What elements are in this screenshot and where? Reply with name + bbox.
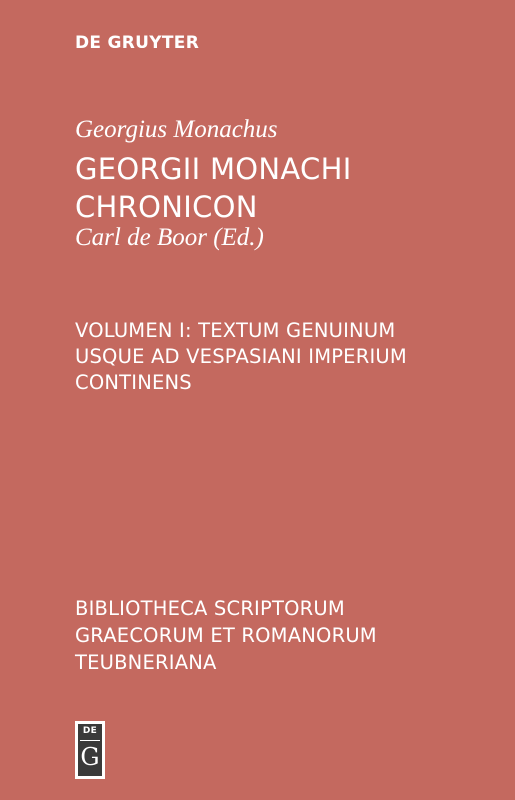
- editor-name: Carl de Boor (Ed.): [75, 224, 264, 251]
- volume-subtitle: [75, 318, 505, 396]
- series-title: [75, 595, 505, 676]
- series-title-line: BIBLIOTHECA SCRIPTORUM: [75, 597, 345, 620]
- volume-subtitle-line: USQUE AD VESPASIANI IMPERIUM: [75, 345, 407, 368]
- volume-subtitle-line: CONTINENS: [75, 371, 192, 394]
- logo-divider: [80, 740, 100, 741]
- author-name: Georgius Monachus: [75, 116, 278, 143]
- volume-subtitle-line: VOLUMEN I: TEXTUM GENUINUM: [75, 319, 396, 342]
- book-title-line: CHRONICON: [75, 190, 258, 224]
- book-title: [75, 150, 495, 226]
- publisher-name: DE GRUYTER: [75, 33, 200, 53]
- logo-g-letter: G: [80, 743, 100, 771]
- de-gruyter-logo-icon: [75, 721, 105, 779]
- logo-badge: [78, 724, 102, 776]
- series-title-line: GRAECORUM ET ROMANORUM: [75, 624, 377, 647]
- logo-de-text: DE: [82, 726, 98, 736]
- book-title-line: GEORGII MONACHI: [75, 152, 352, 186]
- series-title-line: TEUBNERIANA: [75, 651, 217, 674]
